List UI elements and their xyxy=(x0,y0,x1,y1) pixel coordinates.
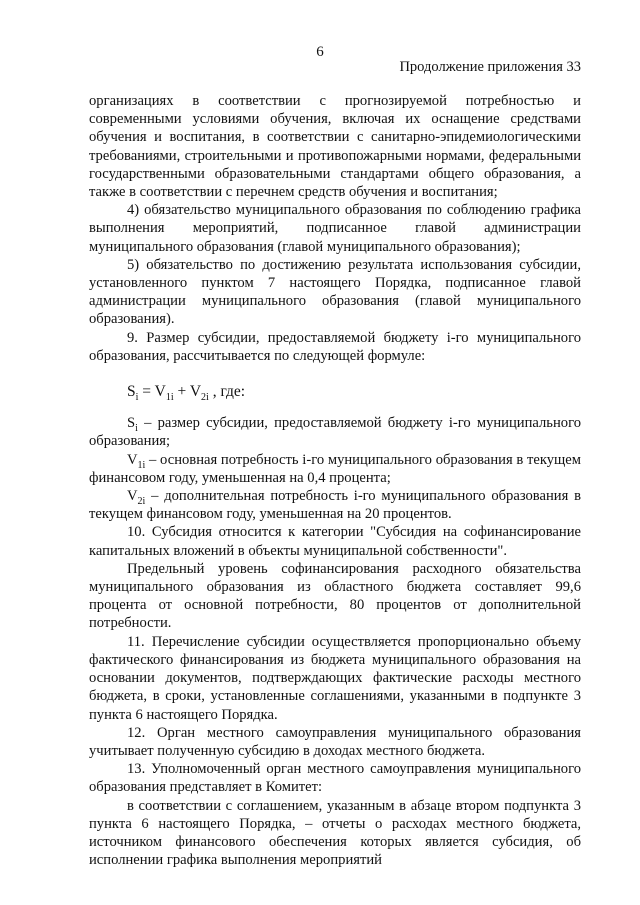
paragraph: 13. Уполномоченный орган местного самоуправления муниципального образования представляет в Комитет: xyxy=(89,761,581,796)
definition-symbol: V xyxy=(127,451,138,468)
paragraph: в соответствии с соглашением, указанным в абзаце втором подпункта 3 пункта 6 настоящего Порядка, – отчеты о расходах местного бюджета, источником финансового обеспечения которых является субсидия, об исполнении графика выполнения мероприятий xyxy=(89,797,581,869)
formula-symbol: V xyxy=(189,383,202,401)
definition xyxy=(89,487,581,523)
definition-subscript: 1i xyxy=(137,459,146,471)
formula-symbol: S xyxy=(127,383,136,401)
definition-subscript: i xyxy=(135,423,138,435)
formula-operator: = xyxy=(138,383,155,401)
formula-symbol: V xyxy=(154,383,166,401)
definition-text: – основная потребность i-го муниципального образования в текущем финансовом году, уменьшенная на 0,4 процента; xyxy=(89,451,581,486)
continuation-label: Продолжение приложения 33 xyxy=(399,59,581,75)
page-number: 6 xyxy=(316,44,324,60)
formula-subscript: i xyxy=(135,392,139,404)
definition-text: – размер субсидии, предоставляемой бюджету i-го муниципального образования; xyxy=(89,415,581,450)
paragraph: организациях в соответствии с прогнозируемой потребностью и современными условиями обучения, включая их оснащение средствами обучения и воспитания, в соответствии с санитарно-эпидемиологическими требованиями, строительными и противопожарными нормами, федеральными государственными образовательными стандартами общего образования, а также в соответствии с перечнем средств обучения и воспитания; xyxy=(89,93,581,201)
formula-operator: + xyxy=(173,383,190,401)
definition xyxy=(89,451,581,487)
definition xyxy=(89,414,581,450)
definition-subscript: 2i xyxy=(137,495,146,507)
document-body xyxy=(89,92,581,869)
formula-subscript: 1i xyxy=(165,392,174,404)
paragraph: 11. Перечисление субсидии осуществляется пропорционально объему фактического финансирования из бюджета муниципального образования на основании документов, подтверждающих фактические расходы местного бюджета, в сроки, установленные соглашениями, указанными в подпункте 3 пункта 6 настоящего Порядка. xyxy=(89,633,581,723)
formula xyxy=(89,383,581,404)
formula-subscript: 2i xyxy=(201,392,209,404)
formula-tail: , где: xyxy=(208,383,246,401)
definition-symbol: S xyxy=(127,415,136,432)
paragraph: 5) обязательство по достижению результата использования субсидии, установленного пунктом 7 настоящего Порядка, подписанное главой администрации муниципального образования (главой муниципального образования). xyxy=(89,256,581,328)
paragraph: 10. Субсидия относится к категории "Субсидия на софинансирование капитальных вложений в объекты муниципальной собственности". xyxy=(89,524,581,559)
paragraph: 4) обязательство муниципального образования по соблюдению графика выполнения мероприятий, подписанное главой администрации муниципального образования (главой муниципального образования); xyxy=(89,202,581,255)
definition-symbol: V xyxy=(127,488,138,505)
paragraph: 12. Орган местного самоуправления муниципального образования учитывает полученную субсидию в доходах местного бюджета. xyxy=(89,724,581,759)
paragraph: Предельный уровень софинансирования расходного обязательства муниципального образования из областного бюджета составляет 99,6 процента от основной потребности, 80 процентов от дополнительной потребности. xyxy=(89,560,581,632)
paragraph: 9. Размер субсидии, предоставляемой бюджету i-го муниципального образования, рассчитывается по следующей формуле: xyxy=(89,329,581,364)
definition-text: – дополнительная потребность i-го муниципального образования в текущем финансовом году, уменьшенная на 20 процентов. xyxy=(89,488,581,523)
